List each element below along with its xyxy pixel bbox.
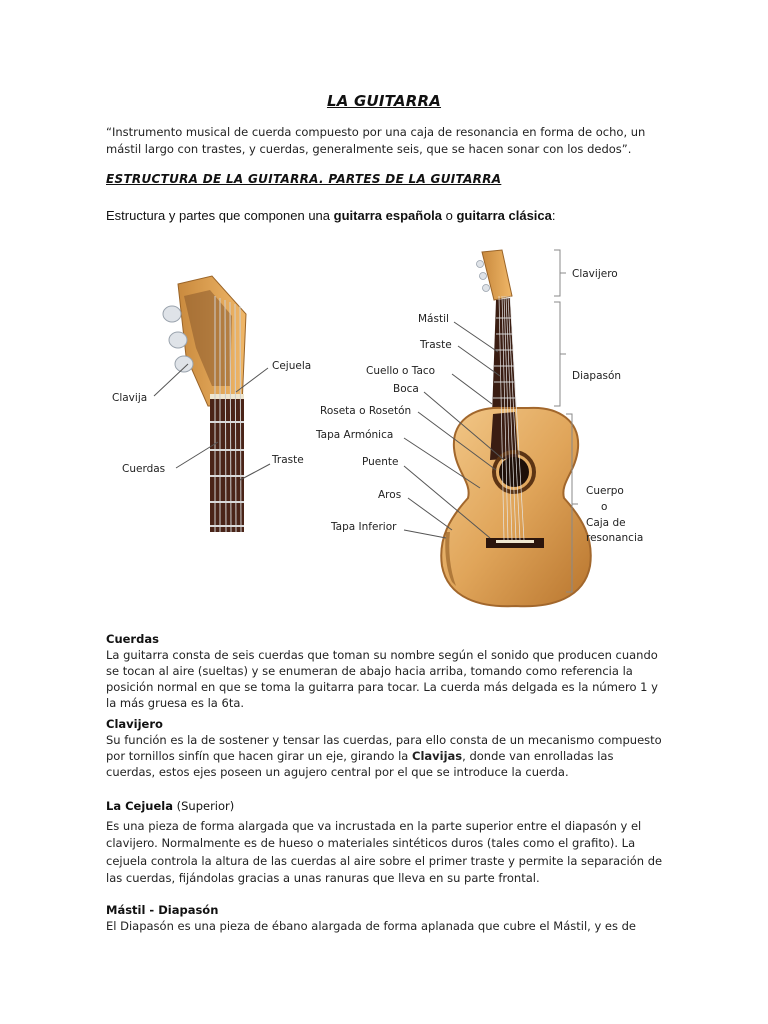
label-clavijero: Clavijero (572, 268, 618, 280)
section-body: El Diapasón es una pieza de ébano alargada de forma aplanada que cubre el Mástil, y es de (106, 919, 637, 933)
heading-note: (Superior) (172, 799, 235, 813)
body-bold-term: Clavijas (412, 749, 463, 763)
intro-middle: o (442, 208, 457, 223)
label-cuerdas: Cuerdas (122, 463, 166, 475)
section-heading: Mástil - Diapasón (106, 903, 219, 917)
intro-term-clasica: guitarra clásica (456, 208, 552, 223)
intro-suffix: : (551, 208, 556, 223)
body-text: Su función es la de sostener y tensar las cuerdas, para ello consta de un mecanismo compuesto por tornillos sinfín que hacen girar un eje, girando la (106, 733, 662, 763)
page-title: LA GUITARRA (326, 92, 442, 110)
full-guitar-illustration (441, 250, 591, 606)
label-cuello: Cuello o Taco (366, 365, 436, 377)
section-cuerdas (106, 631, 666, 711)
section-cejuela (106, 798, 666, 888)
section-body: La guitarra consta de seis cuerdas que toman su nombre según el sonido que producen cuando se tocan al aire (sueltas) y se enumeran de abajo hacia arriba, tomando como referencia la posición normal en que se toma la guitarra para tocar. La cuerda más delgada es la número 1 y la más gruesa es la 6ta. (106, 648, 658, 710)
section-body (106, 732, 666, 780)
label-resonancia: resonancia (586, 532, 644, 544)
label-caja-de: Caja de (586, 517, 626, 529)
headstock-illustration (163, 276, 246, 532)
heading-text: La Cejuela (106, 799, 173, 813)
body-text: , donde van enrolladas las cuerdas, estos ejes poseen un agujero central por el que se introduce la cuerda. (106, 749, 614, 779)
intro-sentence (106, 208, 556, 223)
label-traste-left: Traste (272, 454, 304, 466)
label-roseta: Roseta o Rosetón (320, 405, 412, 417)
section-heading: Clavijero (106, 717, 163, 731)
section-clavijero (106, 716, 666, 780)
label-mastil: Mástil (418, 313, 449, 325)
label-tapa-armonica: Tapa Armónica (316, 429, 394, 441)
label-puente: Puente (362, 456, 399, 468)
label-clavija: Clavija (112, 392, 148, 404)
label-cuerpo-o: o (601, 501, 608, 513)
section-heading: Cuerdas (106, 632, 159, 646)
section-mastil (106, 902, 666, 934)
intro-term-espanola: guitarra española (333, 208, 443, 223)
label-tapa-inferior: Tapa Inferior (331, 521, 397, 533)
label-boca: Boca (393, 383, 419, 395)
label-cejuela: Cejuela (272, 360, 312, 372)
section-body: Es una pieza de forma alargada que va incrustada en la parte superior entre el diapasón y el clavijero. Normalmente es de hueso o materiales sintéticos duros (tales como el grafito). La cejuela controla la altura de las cuerdas al aire sobre el primer traste y permite la separación de las cuerdas, fijándolas gracias a unas ranuras que lleva en su parte frontal. (106, 818, 663, 885)
section-heading (106, 798, 666, 816)
guitar-diagram (100, 236, 680, 616)
section-subtitle: ESTRUCTURA DE LA GUITARRA. PARTES DE LA GUITARRA (106, 172, 502, 186)
intro-prefix: Estructura y partes que componen una (106, 208, 334, 223)
label-diapason: Diapasón (572, 370, 622, 382)
label-aros: Aros (378, 489, 402, 501)
label-cuerpo: Cuerpo (586, 485, 624, 497)
label-traste-right: Traste (420, 339, 452, 351)
definition-quote: “Instrumento musical de cuerda compuesto por una caja de resonancia en forma de ocho, un mástil largo con trastes, y cuerdas, generalmente seis, que se hacen sonar con los dedos”. (106, 125, 646, 156)
